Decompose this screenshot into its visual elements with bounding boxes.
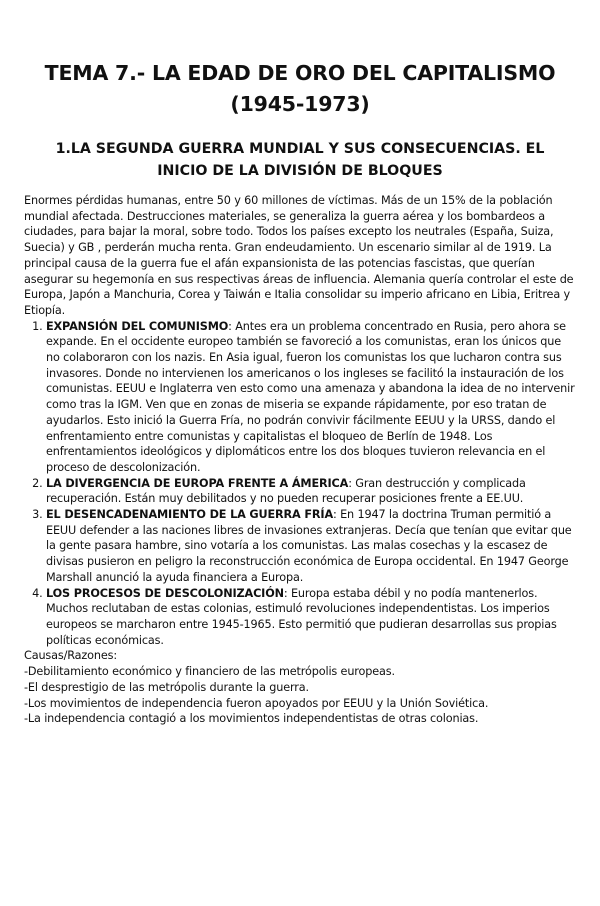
cause-item: -Los movimientos de independencia fueron apoyados por EEUU y la Unión Soviética. bbox=[24, 696, 489, 710]
causes-heading: Causas/Razones: bbox=[24, 649, 117, 663]
cause-item: -El desprestigio de las metrópolis durante la guerra. bbox=[24, 680, 309, 694]
point-text: : Europa estaba débil y no podía mantenerlos. Muchos reclutaban de estas colonias, estimuló revoluciones independentistas. Los imperios europeos se marcharon entre 1945-1965. Esto permitió que pudieran desarrollas sus propias políticas económicas. bbox=[46, 586, 557, 647]
point-text: : Antes era un problema concentrado en Rusia, pero ahora se expande. En el occidente europeo también se favoreció a los comunistas, eran los únicos que no colaboraron con los nazis. En Asia igual, fueron los comunistas los que lucharon contra sus invasores. Donde no intervienen los americanos o los ingleses se facilitó la instauración de los comunistas. EEUU e Inglaterra ven esto como una amenaza y abandona la idea de no intervenir como tras la IGM. Ven que en zonas de miseria se expande rápidamente, por eso tratan de ayudarlos. Esto inició la Guerra Fría, no podrán convivir fácilmente EEUU y la URSS, dando el enfrentamiento entre comunistas y capitalistas el bloqueo de Berlín de 1948. Los enfrentamientos ideológicos y diplomáticos entre los dos bloques tuvieron relevancia en el proceso de descolonización. bbox=[46, 319, 575, 474]
document-title: TEMA 7.- LA EDAD DE ORO DEL CAPITALISMO (1945-1973) bbox=[44, 61, 556, 116]
list-item bbox=[46, 507, 576, 586]
point-heading: LOS PROCESOS DE DESCOLONIZACIÓN bbox=[46, 586, 284, 600]
document-page bbox=[0, 58, 600, 906]
point-heading: EL DESENCADENAMIENTO DE LA GUERRA FRÍA bbox=[46, 508, 334, 522]
cause-item: -Debilitamiento económico y financiero de las metrópolis europeas. bbox=[24, 665, 395, 679]
causes-section bbox=[24, 648, 576, 727]
point-text: : Gran destrucción y complicada recuperación. Están muy debilitados y no pueden recuperar posiciones frente a EE.UU. bbox=[46, 476, 526, 506]
intro-paragraph: Enormes pérdidas humanas, entre 50 y 60 millones de víctimas. Más de un 15% de la población mundial afectada. Destrucciones materiales, se generaliza la guerra aérea y los bombardeos a ciudades, para bajar la moral, sobre todo. Todos los países excepto los neutrales (España, Suiza, Suecia) y GB , perderán mucha renta. Gran endeudamiento. Un escenario similar al de 1919. La principal causa de la guerra fue el afán expansionista de las potencias fascistas, que querían asegurar su hegemonía en sus respectivas áreas de influencia. Alemania quería controlar el este de Europa, Japón a Manchuria, Corea y Taiwán e Italia consolidar su imperio africano en Libia, Eritrea y Etiopía. bbox=[24, 194, 574, 317]
cause-item: -La independencia contagió a los movimientos independentistas de otras colonias. bbox=[24, 712, 479, 726]
consequences-list bbox=[24, 319, 576, 649]
point-text: : En 1947 la doctrina Truman permitió a EEUU defender a las naciones libres de invasiones extranjeras. Decía que tenían que evitar que la gente pasara hambre, sino votaría a los comunistas. Las malas cosechas y la escasez de divisas pusieron en peligro la reconstrucción económica de Europa occidental. En 1947 George Marshall anunció la ayuda financiera a Europa. bbox=[46, 508, 572, 584]
section-heading: 1.LA SEGUNDA GUERRA MUNDIAL Y SUS CONSECUENCIAS. EL INICIO DE LA DIVISIÓN DE BLOQUES bbox=[55, 141, 545, 179]
list-item bbox=[46, 319, 576, 476]
document-body bbox=[24, 193, 576, 727]
list-item bbox=[46, 476, 576, 507]
point-heading: LA DIVERGENCIA DE EUROPA FRENTE A ÁMERICA bbox=[46, 476, 349, 490]
point-heading: EXPANSIÓN DEL COMUNISMO bbox=[46, 319, 229, 333]
list-item bbox=[46, 586, 576, 649]
